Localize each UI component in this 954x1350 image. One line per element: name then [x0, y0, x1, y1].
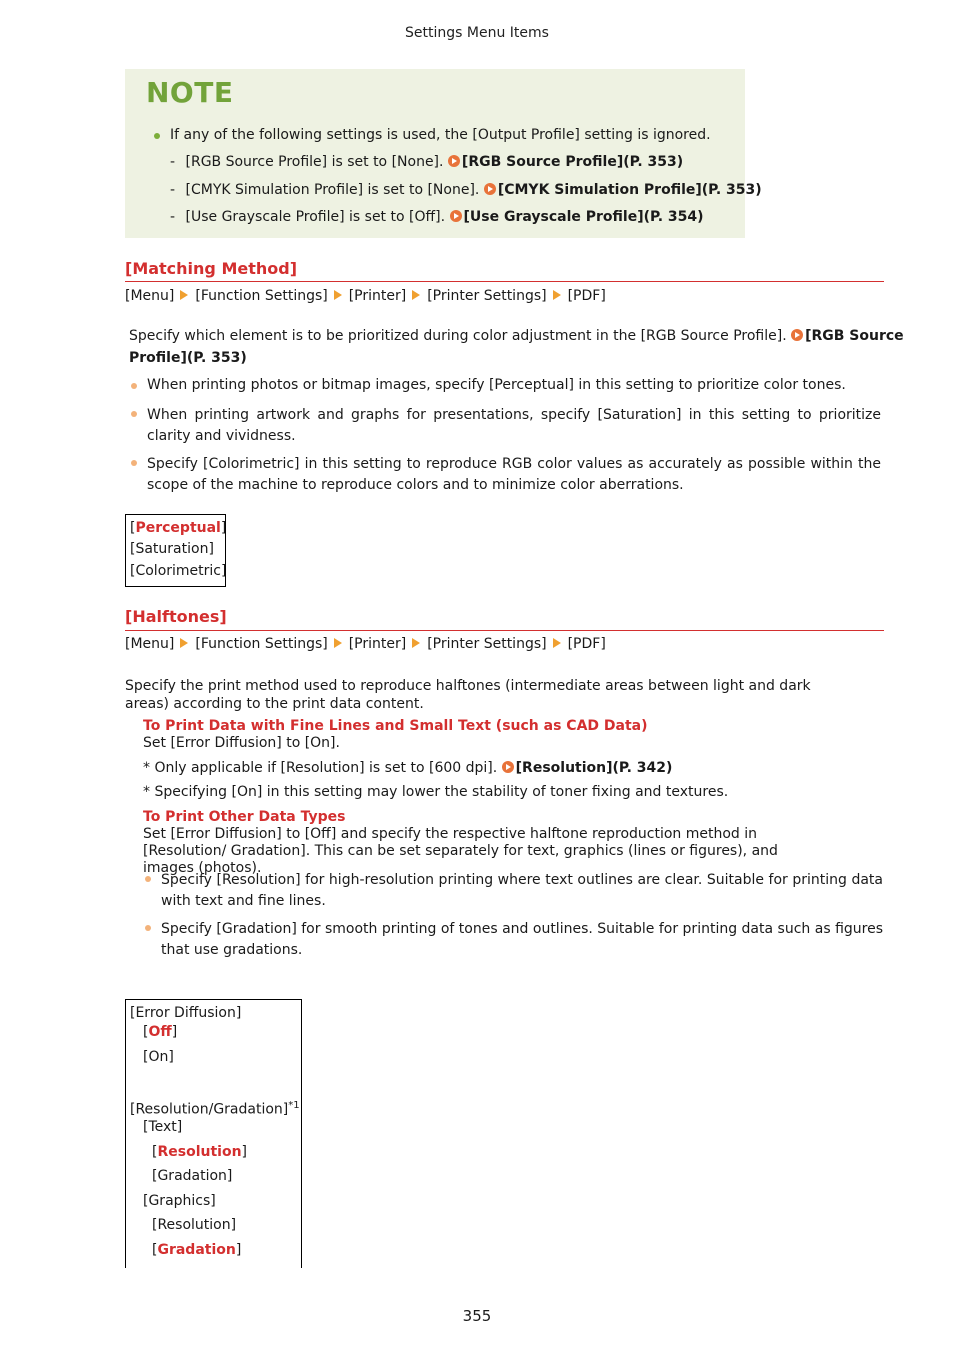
bullet-icon — [145, 876, 151, 882]
bracket: [ — [152, 1242, 158, 1258]
section-title-matching-method: [Matching Method] — [125, 259, 298, 278]
breadcrumb-item: [PDF] — [567, 288, 606, 304]
case-text: Set [Error Diffusion] to [Off] and specify the respective halftone reproduction method in [Resolution/ Gradation]. This can be set separately for text, graphics (lines or figures), and images (photos). — [143, 826, 778, 876]
breadcrumb-item: [Printer Settings] — [427, 288, 547, 304]
link-arrow-icon — [450, 210, 462, 222]
option-resolution: Resolution — [157, 1144, 242, 1160]
case-text: Set [Error Diffusion] to [On]. — [143, 735, 340, 751]
link-arrow-icon — [502, 761, 514, 773]
case-note: * Specifying [On] in this setting may lower the stability of toner fixing and textures. — [143, 784, 729, 800]
footnote-marker: *1 — [288, 1100, 300, 1111]
case-title: To Print Data with Fine Lines and Small Text (such as CAD Data) — [143, 718, 648, 734]
option-error-diffusion: [Error Diffusion] — [130, 1005, 242, 1021]
option-colorimetric: [Colorimetric] — [130, 563, 227, 579]
section-divider — [125, 281, 884, 282]
option-resolution: [Resolution] — [152, 1217, 237, 1233]
option-perceptual: Perceptual — [135, 520, 221, 536]
page-number: 355 — [462, 1307, 492, 1325]
triangle-right-icon — [334, 290, 342, 300]
note-item-text: [Use Grayscale Profile] is set to [Off]. — [185, 209, 450, 225]
bullet-icon — [131, 383, 137, 389]
option-gradation: Gradation — [157, 1242, 236, 1258]
option-default — [152, 1242, 241, 1258]
breadcrumb — [125, 288, 606, 304]
option-label: [Resolution/Gradation] — [130, 1101, 289, 1118]
option-off: Off — [148, 1024, 172, 1040]
option-resolution-gradation — [130, 1100, 300, 1118]
bullet-icon — [145, 925, 151, 931]
note-item-text: [CMYK Simulation Profile] is set to [None]. — [185, 182, 484, 198]
bullet-icon — [131, 460, 137, 466]
section-divider — [125, 630, 884, 631]
halftones-description: Specify the print method used to reproduce halftones (intermediate areas between light and dark areas) according to the print data content. — [125, 678, 811, 712]
triangle-right-icon — [180, 290, 188, 300]
note-item — [170, 209, 704, 225]
note-intro: If any of the following settings is used, the [Output Profile] setting is ignored. — [170, 127, 711, 143]
triangle-right-icon — [334, 638, 342, 648]
description-text: Specify which element is to be prioritized during color adjustment in the [RGB Source Profile]. — [129, 328, 792, 344]
bracket: ] — [241, 1144, 248, 1160]
page-header: Settings Menu Items — [405, 25, 549, 41]
breadcrumb — [125, 636, 606, 652]
matching-bullet: Specify [Colorimetric] in this setting to reproduce RGB color values as accurately as possible within the scope of the machine to reproduce colors and to minimize color aberrations. — [147, 456, 881, 493]
bracket: ] — [235, 1242, 242, 1258]
breadcrumb-item: [Printer] — [348, 636, 407, 652]
option-graphics: [Graphics] — [143, 1193, 216, 1209]
triangle-right-icon — [553, 638, 561, 648]
breadcrumb-item: [PDF] — [567, 636, 606, 652]
case-bullet: Specify [Resolution] for high-resolution printing where text outlines are clear. Suitable for printing data with text and fine lines. — [161, 872, 883, 909]
breadcrumb-item: [Printer Settings] — [427, 636, 547, 652]
note-title: NOTE — [146, 76, 234, 109]
bullet-icon — [154, 133, 160, 139]
breadcrumb-item: [Menu] — [125, 288, 175, 304]
case-note-link[interactable]: [Resolution](P. 342) — [515, 760, 673, 776]
triangle-right-icon — [180, 638, 188, 648]
option-default — [130, 520, 226, 536]
option-default — [143, 1024, 177, 1040]
bracket: [ — [152, 1144, 158, 1160]
note-item-text: [RGB Source Profile] is set to [None]. — [185, 154, 448, 170]
bracket: ] — [171, 1024, 178, 1040]
matching-bullet: When printing photos or bitmap images, specify [Perceptual] in this setting to prioritize color tones. — [147, 377, 846, 393]
link-arrow-icon — [448, 155, 460, 167]
case-note-text: * Only applicable if [Resolution] is set to [600 dpi]. — [143, 760, 502, 776]
option-saturation: [Saturation] — [130, 541, 214, 557]
section-title-halftones: [Halftones] — [125, 607, 227, 626]
matching-bullet: When printing artwork and graphs for presentations, specify [Saturation] in this setting to prioritize clarity and vividness. — [147, 407, 881, 444]
dash: - — [170, 209, 176, 225]
option-on: [On] — [143, 1049, 174, 1065]
triangle-right-icon — [412, 638, 420, 648]
note-item-link[interactable]: [RGB Source Profile](P. 353) — [461, 154, 684, 170]
triangle-right-icon — [412, 290, 420, 300]
breadcrumb-item: [Function Settings] — [195, 636, 328, 652]
option-gradation: [Gradation] — [152, 1168, 233, 1184]
bracket: ] — [220, 520, 227, 536]
option-default — [152, 1144, 247, 1160]
bracket: [ — [143, 1024, 149, 1040]
note-item — [170, 182, 762, 198]
link-arrow-icon — [791, 329, 803, 341]
note-item-link[interactable]: [CMYK Simulation Profile](P. 353) — [497, 182, 762, 198]
link-arrow-icon — [484, 183, 496, 195]
breadcrumb-item: [Function Settings] — [195, 288, 328, 304]
option-text: [Text] — [143, 1119, 183, 1135]
note-item — [170, 154, 683, 170]
triangle-right-icon — [553, 290, 561, 300]
case-title: To Print Other Data Types — [143, 809, 346, 825]
dash: - — [170, 154, 176, 170]
matching-description — [129, 328, 904, 344]
description-link-continued[interactable]: Profile](P. 353) — [129, 350, 247, 366]
dash: - — [170, 182, 176, 198]
case-bullet: Specify [Gradation] for smooth printing of tones and outlines. Suitable for printing data such as figures that use gradations. — [161, 921, 883, 958]
breadcrumb-item: [Menu] — [125, 636, 175, 652]
bullet-icon — [131, 411, 137, 417]
bracket: [ — [130, 520, 136, 536]
description-link[interactable]: [RGB Source — [805, 328, 904, 344]
note-item-link[interactable]: [Use Grayscale Profile](P. 354) — [463, 209, 704, 225]
case-note — [143, 760, 672, 776]
breadcrumb-item: [Printer] — [348, 288, 407, 304]
